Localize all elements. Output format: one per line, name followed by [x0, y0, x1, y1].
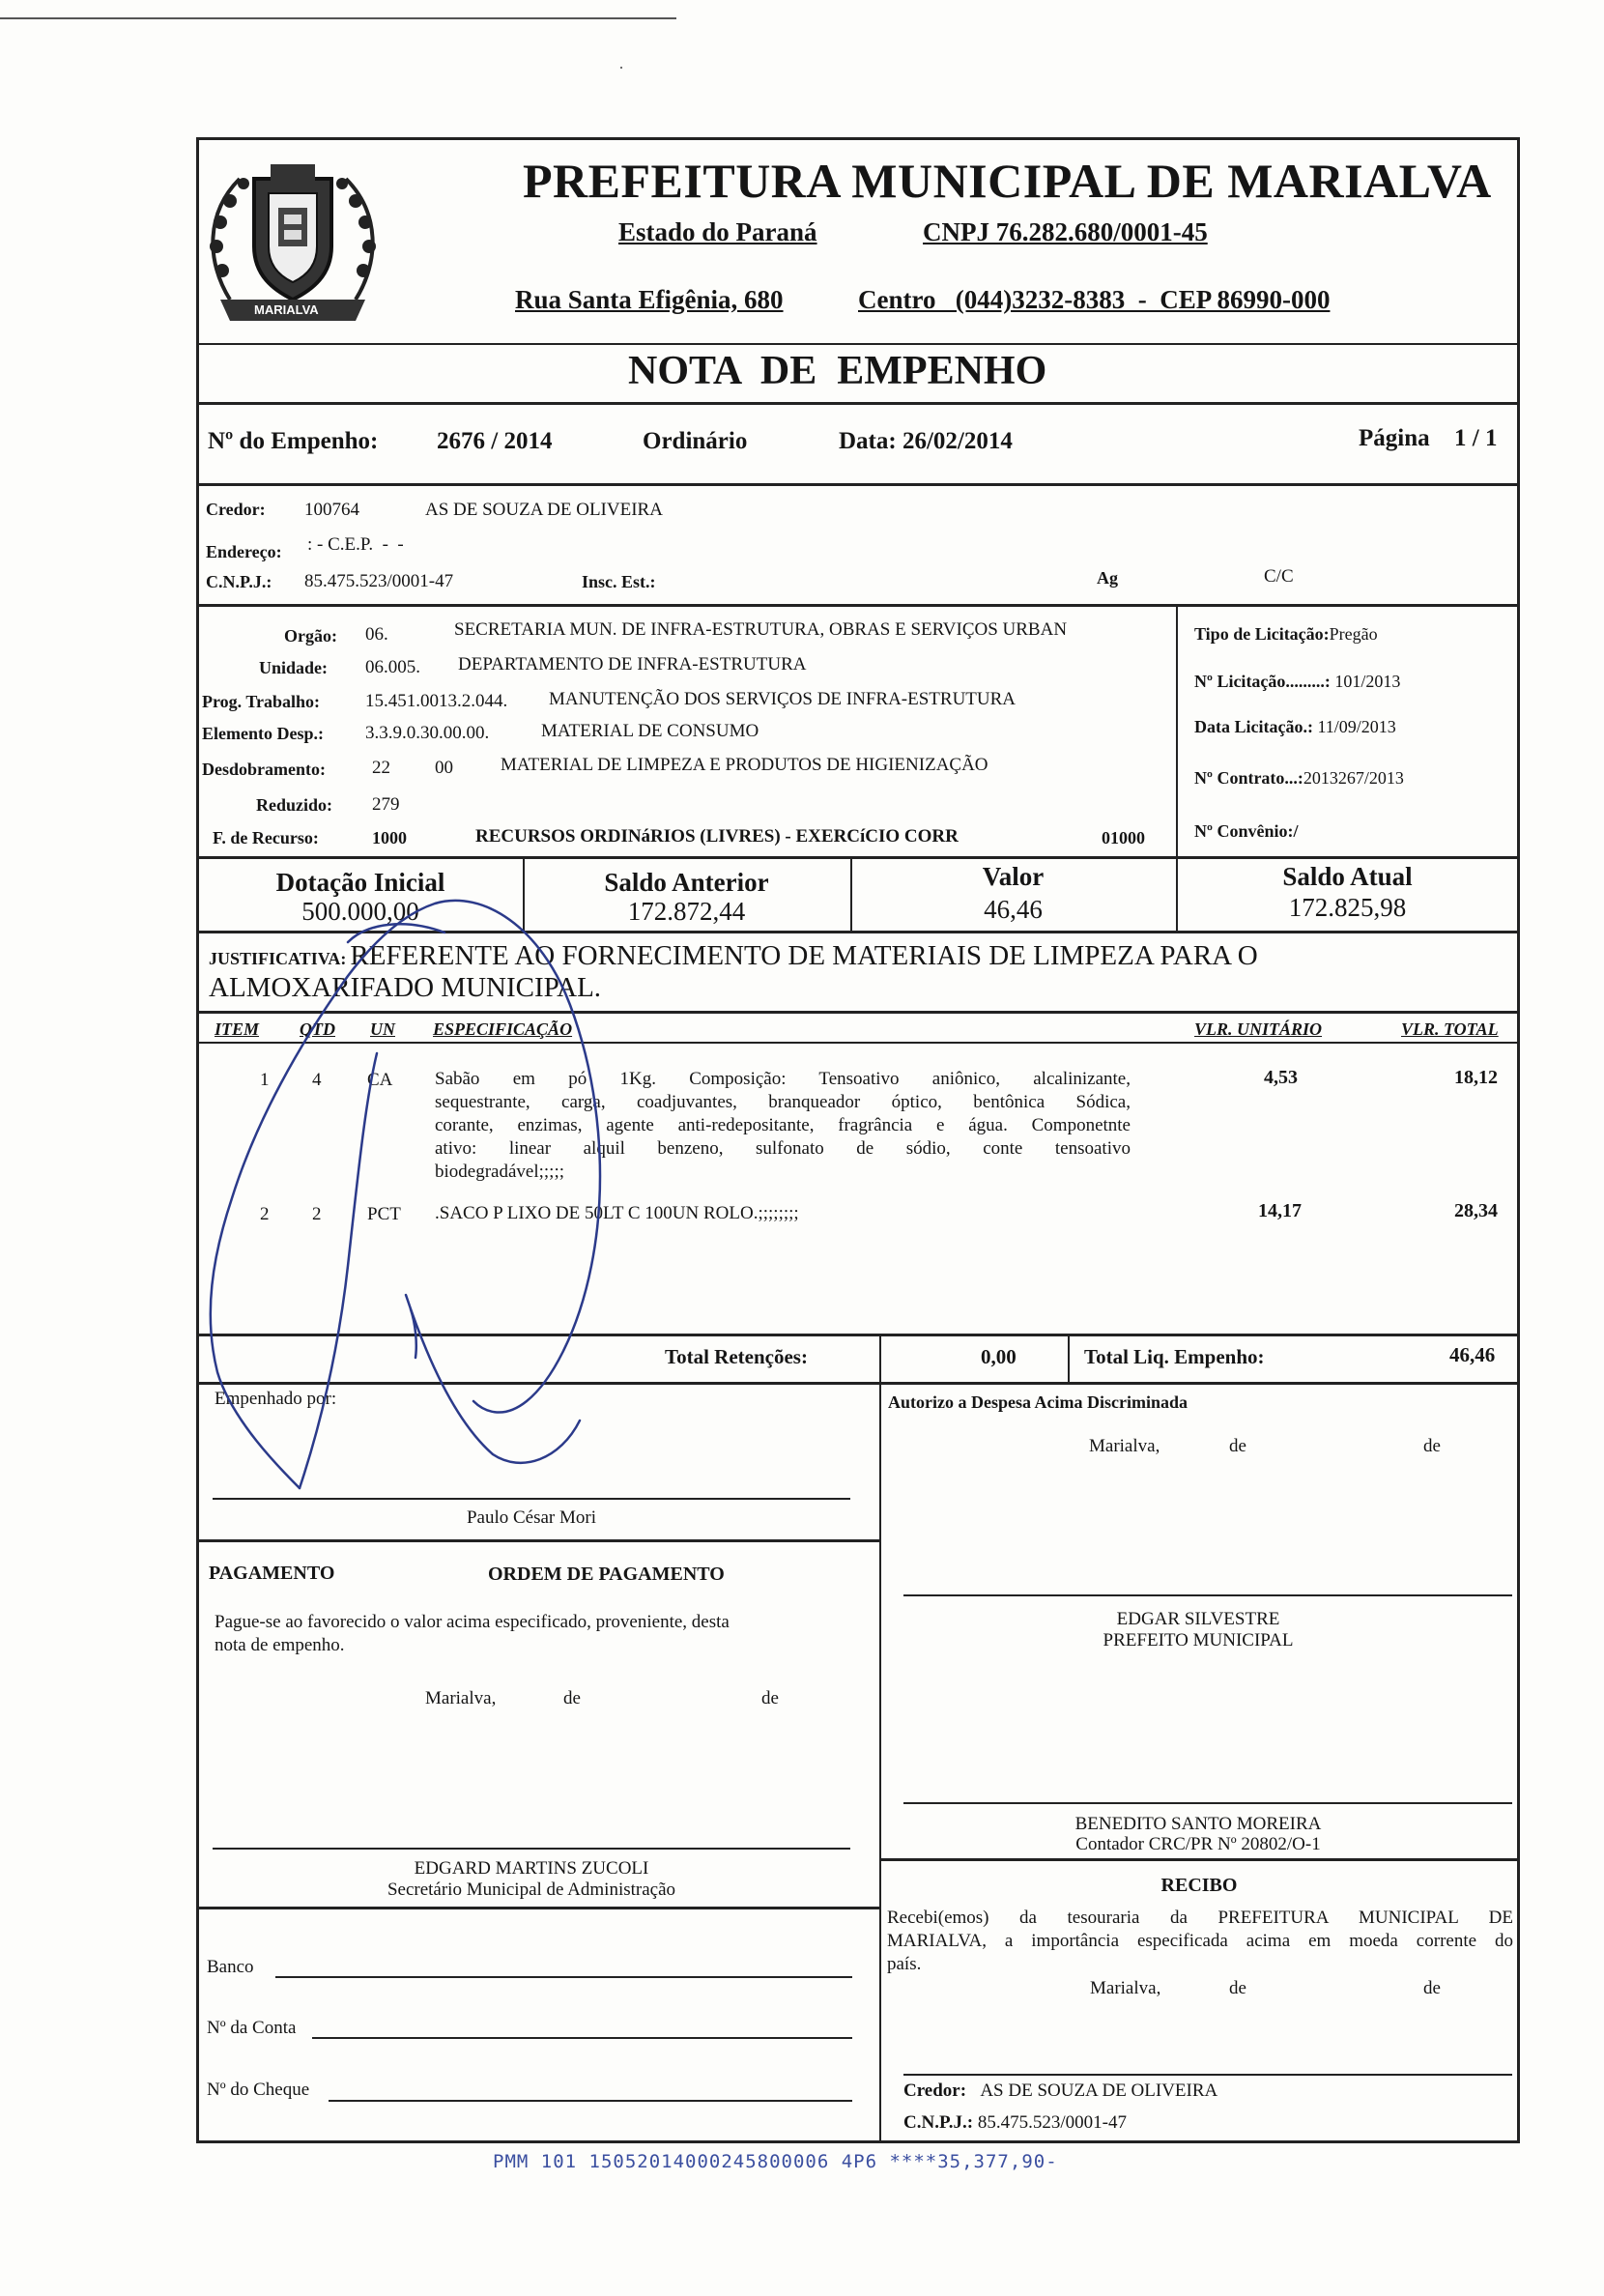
- orgao-desc: SECRETARIA MUN. DE INFRA-ESTRUTURA, OBRAS E SERVIÇOS URBAN: [454, 619, 1068, 640]
- divider: [198, 1907, 879, 1909]
- tipo-licitacao: Tipo de Licitação:Pregão: [1194, 624, 1378, 644]
- unidade-desc: DEPARTAMENTO DE INFRA-ESTRUTURA: [458, 654, 807, 674]
- recibo-credor: Credor: AS DE SOUZA DE OLIVEIRA: [903, 2081, 1218, 2101]
- crest-banner-text: MARIALVA: [254, 302, 319, 317]
- scan-code: PMM 101 15052014000245800006 4P6 ****35,377,90-: [493, 2151, 1058, 2172]
- divider: [198, 931, 1519, 933]
- endereco-value: : - C.E.P. - -: [307, 534, 404, 555]
- column-divider: [879, 1382, 881, 2143]
- recibo-text: país.: [887, 1954, 922, 1974]
- signature-line: [213, 1848, 850, 1850]
- item-un: CA: [367, 1070, 393, 1090]
- recibo-de: de: [1229, 1978, 1246, 1998]
- agencia-label: Ag: [1097, 568, 1118, 588]
- recibo-credor-cnpj: C.N.P.J.: 85.475.523/0001-47: [903, 2112, 1127, 2133]
- pagamento-label: PAGAMENTO: [209, 1563, 335, 1584]
- justificativa-continuation: ALMOXARIFADO MUNICIPAL.: [209, 972, 602, 1003]
- ordem-pagamento-label: ORDEM DE PAGAMENTO: [488, 1564, 725, 1585]
- unidade-label: Unidade:: [259, 658, 329, 677]
- valor-value: 46,46: [984, 895, 1043, 924]
- page-title: PREFEITURA MUNICIPAL DE MARIALVA: [523, 154, 1492, 208]
- recurso-number: 01000: [1102, 828, 1145, 847]
- prog-trabalho-desc: MANUTENÇÃO DOS SERVIÇOS DE INFRA-ESTRUTURA: [549, 689, 1017, 709]
- recibo-label: RECIBO: [1160, 1875, 1238, 1896]
- empenho-number-label: Nº do Empenho:: [208, 428, 379, 454]
- justificativa: JUSTIFICATIVA: REFERENTE AO FORNECIMENTO DE MATERIAIS DE LIMPEZA PARA O: [209, 940, 1258, 971]
- recibo-text: MARIALVA, a importância especificada acima em moeda corrente do: [887, 1931, 1513, 1951]
- divider: [198, 1042, 1519, 1044]
- empenhado-por-name: Paulo César Mori: [466, 1507, 597, 1528]
- empenho-number: 2676 / 2014: [437, 428, 553, 454]
- col-vlr-total: VLR. TOTAL: [1401, 1019, 1499, 1039]
- elemento-code: 3.3.9.0.30.00.00.: [365, 723, 490, 743]
- col-qtd: QTD: [300, 1019, 335, 1039]
- empenho-type: Ordinário: [643, 428, 748, 454]
- item-qtd: 2: [312, 1204, 322, 1224]
- credor-cnpj: 85.475.523/0001-47: [304, 571, 454, 591]
- conta-corrente-label: C/C: [1264, 566, 1294, 587]
- pagamento-de: de: [563, 1688, 581, 1708]
- secretario-name: EDGARD MARTINS ZUCOLI: [414, 1858, 649, 1879]
- data-licitacao: Data Licitação.: 11/09/2013: [1194, 717, 1396, 736]
- conta-field: [312, 2037, 852, 2039]
- signature-line: [213, 1498, 850, 1500]
- item-spec-line: .SACO P LIXO DE 50LT C 100UN ROLO.;;;;;;;;: [435, 1203, 799, 1223]
- credor-cnpj-label: C.N.P.J.:: [206, 572, 272, 591]
- signature-line: [903, 2074, 1512, 2076]
- prefeito-title: PREFEITO MUNICIPAL: [1103, 1630, 1294, 1650]
- col-especificacao: ESPECIFICAÇÃO: [433, 1019, 573, 1039]
- total-retencoes-value: 0,00: [981, 1345, 1017, 1368]
- conta-label: Nº da Conta: [207, 2018, 297, 2038]
- item-unit-price: 4,53: [1264, 1067, 1298, 1088]
- total-liquido-label: Total Liq. Empenho:: [1084, 1345, 1265, 1368]
- numero-licitacao: Nº Licitação.........: 101/2013: [1194, 672, 1401, 691]
- dotacao-value: 500.000,00: [301, 897, 419, 926]
- pagamento-text-continuation: nota de empenho.: [215, 1635, 345, 1655]
- recibo-text: Recebi(emos) da tesouraria da PREFEITURA MUNICIPAL DE: [887, 1908, 1513, 1928]
- prog-trabalho-label: Prog. Trabalho:: [202, 692, 321, 711]
- unidade-code: 06.005.: [365, 657, 420, 677]
- cnpj-label: CNPJ 76.282.680/0001-45: [923, 217, 1208, 246]
- cheque-field: [329, 2100, 852, 2102]
- item-total-price: 18,12: [1454, 1067, 1498, 1088]
- divider: [198, 1539, 879, 1542]
- desdobramento-desc: MATERIAL DE LIMPEZA E PRODUTOS DE HIGIENIZAÇÃO: [501, 755, 988, 775]
- secretario-title: Secretário Municipal de Administração: [387, 1880, 676, 1900]
- col-vlr-unitario: VLR. UNITÁRIO: [1194, 1019, 1323, 1039]
- insc-est-label: Insc. Est.:: [582, 572, 656, 591]
- pagamento-text: Pague-se ao favorecido o valor acima especificado, proveniente, desta: [215, 1612, 730, 1632]
- reduzido-value: 279: [372, 794, 400, 815]
- divider: [198, 343, 1519, 345]
- item-number: 1: [260, 1070, 270, 1090]
- total-liquido-value: 46,46: [1449, 1343, 1496, 1366]
- orgao-code: 06.: [365, 624, 388, 645]
- pagamento-place: Marialva,: [425, 1688, 497, 1708]
- divider: [198, 1011, 1519, 1014]
- item-spec-line: ativo: linear alquil benzeno, sulfonato de sódio, conte tensoativo: [435, 1138, 1131, 1159]
- recurso-desc: RECURSOS ORDINáRIOS (LIVRES) - EXERCíCIO CORR: [475, 826, 959, 847]
- autorizo-de: de: [1229, 1436, 1246, 1456]
- divider: [198, 1334, 1519, 1336]
- recibo-de: de: [1423, 1978, 1441, 1998]
- divider: [198, 856, 1519, 859]
- divider: [198, 604, 1519, 607]
- desdobramento-code: 22: [372, 758, 390, 778]
- credor-code: 100764: [304, 500, 359, 520]
- item-spec-line: Sabão em pó 1Kg. Composição: Tensoativo aniônico, alcalinizante,: [435, 1069, 1131, 1089]
- signature-line: [903, 1802, 1512, 1804]
- saldo-atual-label: Saldo Atual: [1282, 862, 1413, 891]
- empenho-date: Data: 26/02/2014: [839, 428, 1013, 454]
- recibo-place: Marialva,: [1090, 1978, 1161, 1998]
- municipal-crest: [201, 155, 385, 338]
- saldo-atual-value: 172.825,98: [1288, 893, 1407, 922]
- divider: [198, 1382, 1519, 1385]
- col-item: ITEM: [215, 1019, 260, 1039]
- col-un: UN: [370, 1019, 395, 1039]
- item-spec-line: sequestrante, carga, coadjuvantes, branqueador óptico, bentônica Sódica,: [435, 1092, 1131, 1112]
- prefeito-name: EDGAR SILVESTRE: [1116, 1609, 1280, 1629]
- saldo-anterior-value: 172.872,44: [627, 897, 746, 926]
- credor-name: AS DE SOUZA DE OLIVEIRA: [425, 500, 663, 520]
- item-un: PCT: [367, 1204, 401, 1224]
- empenhado-por-label: Empenhado por:: [215, 1389, 337, 1409]
- scan-artifact-line: [0, 17, 676, 19]
- divider: [198, 402, 1519, 405]
- elemento-desc: MATERIAL DE CONSUMO: [541, 721, 759, 741]
- orgao-label: Orgão:: [284, 626, 337, 646]
- credor-label: Credor:: [206, 500, 266, 519]
- column-divider: [1176, 604, 1178, 857]
- column-divider: [1068, 1334, 1070, 1382]
- recurso-code: 1000: [372, 828, 407, 847]
- signature-line: [903, 1594, 1512, 1596]
- scan-artifact-mark: ·: [618, 58, 624, 77]
- dotacao-label: Dotação Inicial: [275, 868, 445, 897]
- numero-convenio: Nº Convênio:/: [1194, 821, 1299, 841]
- prog-trabalho-code: 15.451.0013.2.044.: [365, 691, 508, 711]
- state-label: Estado do Paraná: [618, 217, 817, 246]
- item-spec-line: corante, enzimas, agente anti-redepositante, fragrância e água. Componetnte: [435, 1115, 1131, 1135]
- item-unit-price: 14,17: [1258, 1200, 1302, 1221]
- contador-title: Contador CRC/PR Nº 20802/O-1: [1075, 1834, 1321, 1854]
- pagamento-de: de: [761, 1688, 779, 1708]
- item-qtd: 4: [312, 1070, 322, 1090]
- contador-name: BENEDITO SANTO MOREIRA: [1074, 1814, 1322, 1834]
- autorizo-label: Autorizo a Despesa Acima Discriminada: [888, 1392, 1188, 1412]
- item-number: 2: [260, 1204, 270, 1224]
- desdobramento-sub: 00: [435, 758, 453, 778]
- autorizo-de: de: [1423, 1436, 1441, 1456]
- cheque-label: Nº do Cheque: [207, 2080, 310, 2100]
- page-number: 1 / 1: [1454, 425, 1498, 451]
- banco-field: [275, 1976, 852, 1978]
- total-retencoes-label: Total Retenções:: [665, 1345, 808, 1368]
- page-label: Página: [1359, 425, 1430, 451]
- numero-contrato: Nº Contrato...:2013267/2013: [1194, 768, 1404, 788]
- banco-label: Banco: [207, 1957, 254, 1977]
- street-address: Rua Santa Efigênia, 680: [515, 285, 784, 314]
- recurso-label: F. de Recurso:: [213, 828, 319, 847]
- autorizo-place: Marialva,: [1089, 1436, 1160, 1456]
- desdobramento-label: Desdobramento:: [202, 760, 326, 779]
- reduzido-label: Reduzido:: [256, 795, 333, 815]
- document-title: NOTA DE EMPENHO: [628, 349, 1047, 393]
- address-contact: Centro (044)3232-8383 - CEP 86990-000: [858, 285, 1331, 314]
- saldo-anterior-label: Saldo Anterior: [604, 868, 769, 897]
- valor-label: Valor: [982, 862, 1045, 891]
- divider: [198, 483, 1519, 486]
- divider: [879, 1858, 1519, 1861]
- endereco-label: Endereço:: [206, 542, 282, 561]
- item-spec-line: biodegradável;;;;;: [435, 1162, 565, 1182]
- item-total-price: 28,34: [1454, 1200, 1498, 1221]
- column-divider: [879, 1334, 881, 1382]
- elemento-label: Elemento Desp.:: [202, 724, 324, 743]
